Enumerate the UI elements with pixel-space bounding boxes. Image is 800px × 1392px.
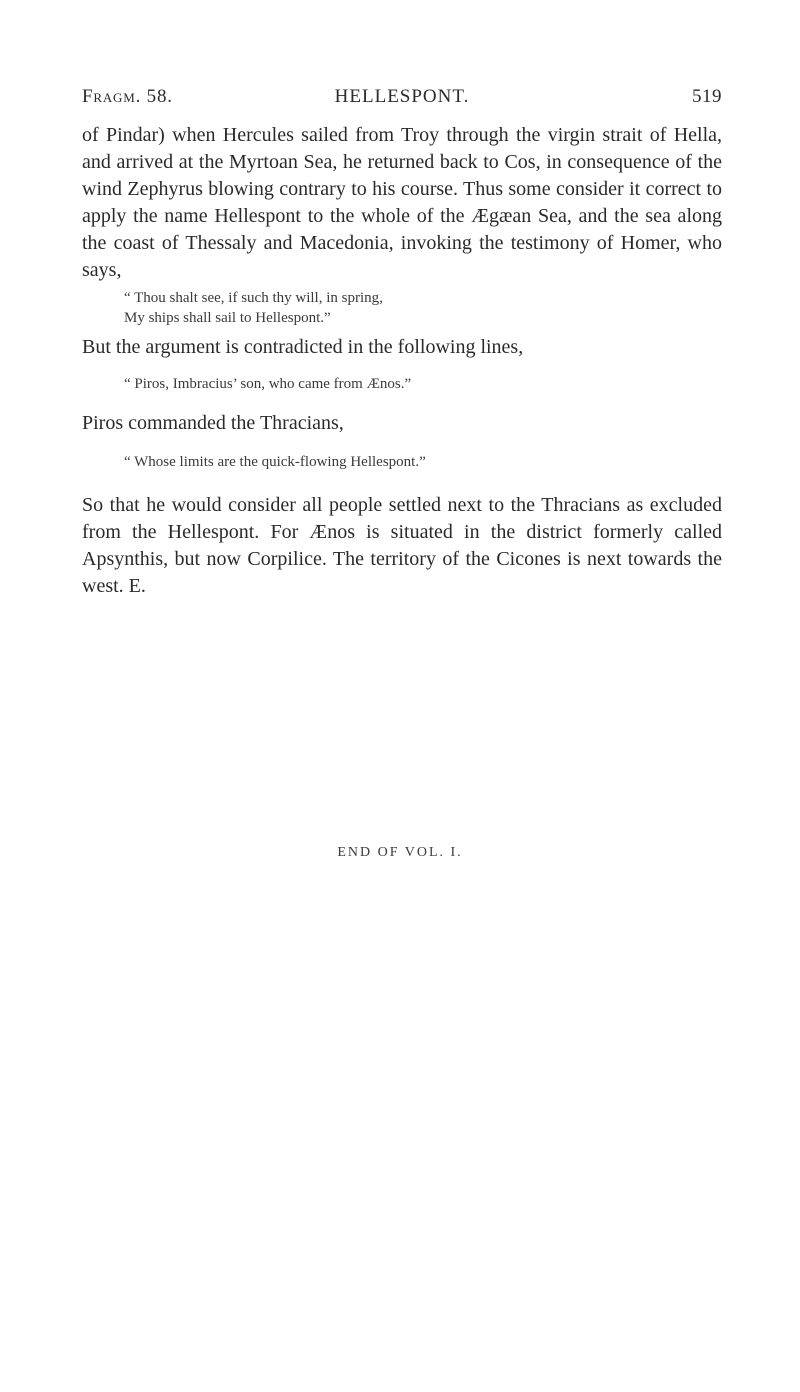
paragraph-piros-commanded: Piros commanded the Thracians, — [82, 412, 344, 434]
paragraph-pindar-hercules: of Pindar) when Hercules sailed from Troy through the virgin strait of Hella, and arrived at the Myrtoan Sea, he returned back to Cos, in consequence of the wind Zephyrus blowing contrary to his course. Thus some consider it correct to apply the name Hellespont to the whole of the Ægæan Sea, and the sea along the coast of Thessaly and Macedonia, invoking the testimony of Homer, who says, — [82, 124, 722, 281]
paragraph-argument-contradicted: But the argument is contradicted in the following lines, — [82, 336, 524, 358]
fragment-label: Fragm. 58. — [82, 86, 173, 107]
quote-line: My ships shall sail to Hellespont.” — [124, 310, 331, 326]
running-head — [82, 86, 722, 110]
quote-line: “ Thou shalt see, if such thy will, in spring, — [124, 290, 383, 306]
running-title: HELLESPONT. — [334, 86, 470, 107]
paragraph-thracians-excluded: So that he would consider all people settled next to the Thracians as excluded from the Hellespont. For Ænos is situated in the district formerly called Apsynthis, but now Corpilice. The territory of the Cicones is next towards the west. E. — [82, 494, 722, 597]
quote-quick-flowing-hellespont: “ Whose limits are the quick-flowing Hellespont.” — [124, 454, 426, 470]
quote-piros-imbracius: “ Piros, Imbracius’ son, who came from Ænos.” — [124, 376, 412, 392]
end-of-volume-note: END OF VOL. I. — [337, 845, 463, 860]
quote-homer-spring — [124, 288, 684, 328]
page-number: 519 — [692, 86, 722, 107]
